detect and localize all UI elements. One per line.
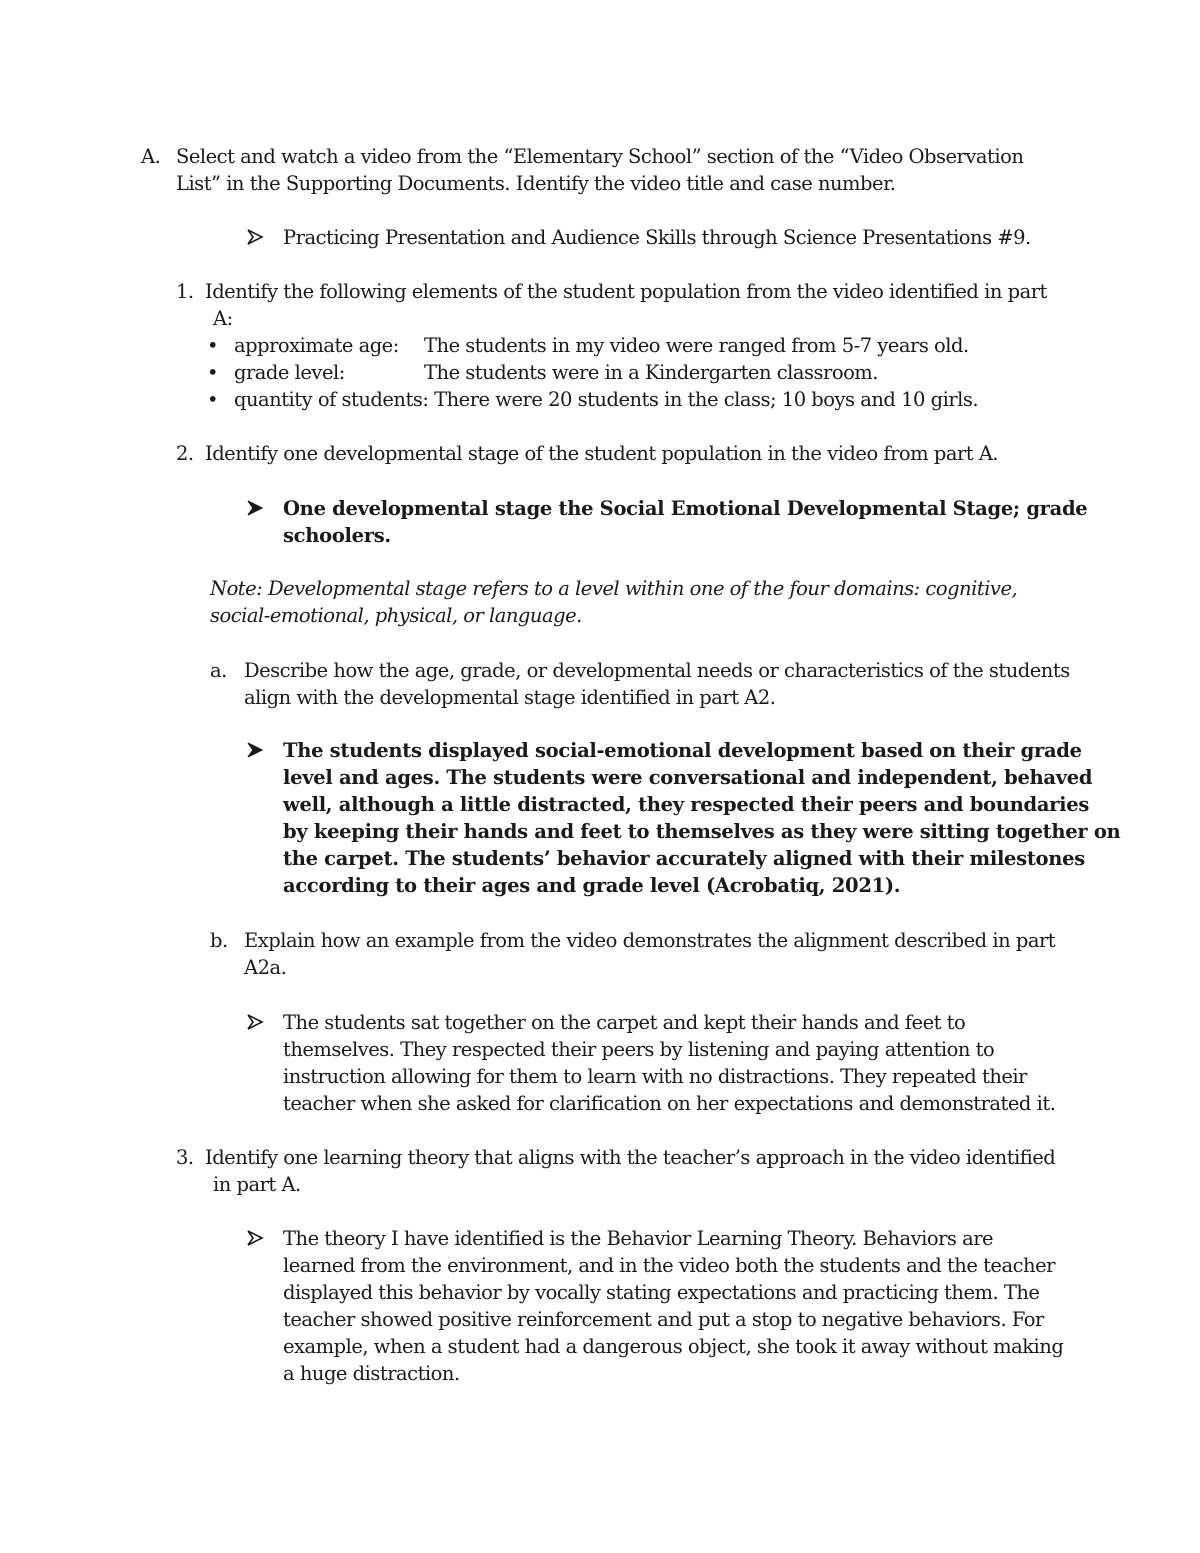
answer-line: learned from the environment, and in the video both the students and the teacher xyxy=(283,1254,1055,1277)
answer-line: level and ages. The students were conversational and independent, behaved xyxy=(283,766,1093,789)
section-a-prompt xyxy=(176,143,1023,197)
answer-line: The students displayed social-emotional development based on their grade xyxy=(283,739,1082,762)
prompt-line: Explain how an example from the video demonstrates the alignment described in part xyxy=(244,929,1056,952)
prompt-line: List” in the Supporting Documents. Identify the video title and case number. xyxy=(176,172,896,195)
answer-line: a huge distraction. xyxy=(283,1362,460,1385)
prompt-line: A2a. xyxy=(244,956,287,979)
answer-line: well, although a little distracted, they respected their peers and boundaries xyxy=(283,793,1090,816)
answer-line: teacher when she asked for clarification on her expectations and demonstrated it. xyxy=(283,1092,1056,1115)
answer-line: displayed this behavior by vocally stating expectations and practicing them. The xyxy=(283,1281,1040,1304)
arrow-bullet-icon xyxy=(246,499,264,517)
prompt-line: in part A. xyxy=(213,1173,301,1196)
q2b-answer xyxy=(283,1009,1055,1117)
answer-line: the carpet. The students’ behavior accurately aligned with their milestones xyxy=(283,847,1085,870)
answer-line: schoolers. xyxy=(283,524,391,547)
q2-answer xyxy=(283,495,1087,549)
q2a-marker: a. xyxy=(210,659,227,682)
item-value: The students in my video were ranged from 5-7 years old. xyxy=(424,334,969,357)
answer-line: The students sat together on the carpet and kept their hands and feet to xyxy=(283,1011,966,1034)
prompt-line: Identify one learning theory that aligns with the teacher’s approach in the video identified xyxy=(205,1146,1056,1169)
q2b-marker: b. xyxy=(210,929,228,952)
video-title-answer: Practicing Presentation and Audience Skills through Science Presentations #9. xyxy=(283,226,1031,249)
arrow-bullet-icon xyxy=(246,741,264,759)
bullet-dot: • xyxy=(207,334,219,357)
answer-line: themselves. They respected their peers by listening and paying attention to xyxy=(283,1038,995,1061)
q2a-prompt xyxy=(244,657,1070,711)
bullet-dot: • xyxy=(207,388,219,411)
q2-prompt: Identify one developmental stage of the student population in the video from part A. xyxy=(205,442,999,465)
item-value: There were 20 students in the class; 10 boys and 10 girls. xyxy=(434,388,979,411)
prompt-line: A: xyxy=(213,307,233,330)
q1-marker: 1. xyxy=(176,280,194,303)
q3-answer xyxy=(283,1225,1063,1387)
arrow-bullet-icon xyxy=(246,1013,264,1031)
bullet-dot: • xyxy=(207,361,219,384)
list-item-quantity xyxy=(234,386,978,413)
q3-marker: 3. xyxy=(176,1146,194,1169)
answer-line: instruction allowing for them to learn with no distractions. They repeated their xyxy=(283,1065,1027,1088)
q3-prompt xyxy=(205,1144,1055,1198)
answer-line: teacher showed positive reinforcement and put a stop to negative behaviors. For xyxy=(283,1308,1044,1331)
item-label: quantity of students: xyxy=(234,388,429,411)
answer-line: example, when a student had a dangerous object, she took it away without making xyxy=(283,1335,1064,1358)
answer-line: according to their ages and grade level (Acrobatiq, 2021). xyxy=(283,874,901,897)
item-label: approximate age: xyxy=(234,334,399,357)
list-item-age xyxy=(234,332,969,359)
prompt-line: align with the developmental stage identified in part A2. xyxy=(244,686,776,709)
prompt-line: Describe how the age, grade, or developmental needs or characteristics of the students xyxy=(244,659,1070,682)
q2a-answer xyxy=(283,737,1120,899)
item-label: grade level: xyxy=(234,361,345,384)
section-a-marker: A. xyxy=(141,145,161,168)
q2-marker: 2. xyxy=(176,442,194,465)
answer-line: The theory I have identified is the Behavior Learning Theory. Behaviors are xyxy=(283,1227,994,1250)
answer-line: by keeping their hands and feet to themselves as they were sitting together on xyxy=(283,820,1121,843)
q1-prompt xyxy=(205,278,1047,332)
q2b-prompt xyxy=(244,927,1055,981)
list-item-grade xyxy=(234,359,878,386)
note-line: Note: Developmental stage refers to a level within one of the four domains: cognitive, xyxy=(210,577,1018,600)
arrow-bullet-icon xyxy=(246,228,264,246)
arrow-bullet-icon xyxy=(246,1229,264,1247)
note-line: social-emotional, physical, or language. xyxy=(210,604,582,627)
answer-line: One developmental stage the Social Emotional Developmental Stage; grade xyxy=(283,497,1088,520)
prompt-line: Select and watch a video from the “Elementary School” section of the “Video Observation xyxy=(176,145,1024,168)
prompt-line: Identify the following elements of the student population from the video identified in part xyxy=(205,280,1047,303)
note-text xyxy=(210,575,1017,629)
item-value: The students were in a Kindergarten classroom. xyxy=(424,361,878,384)
